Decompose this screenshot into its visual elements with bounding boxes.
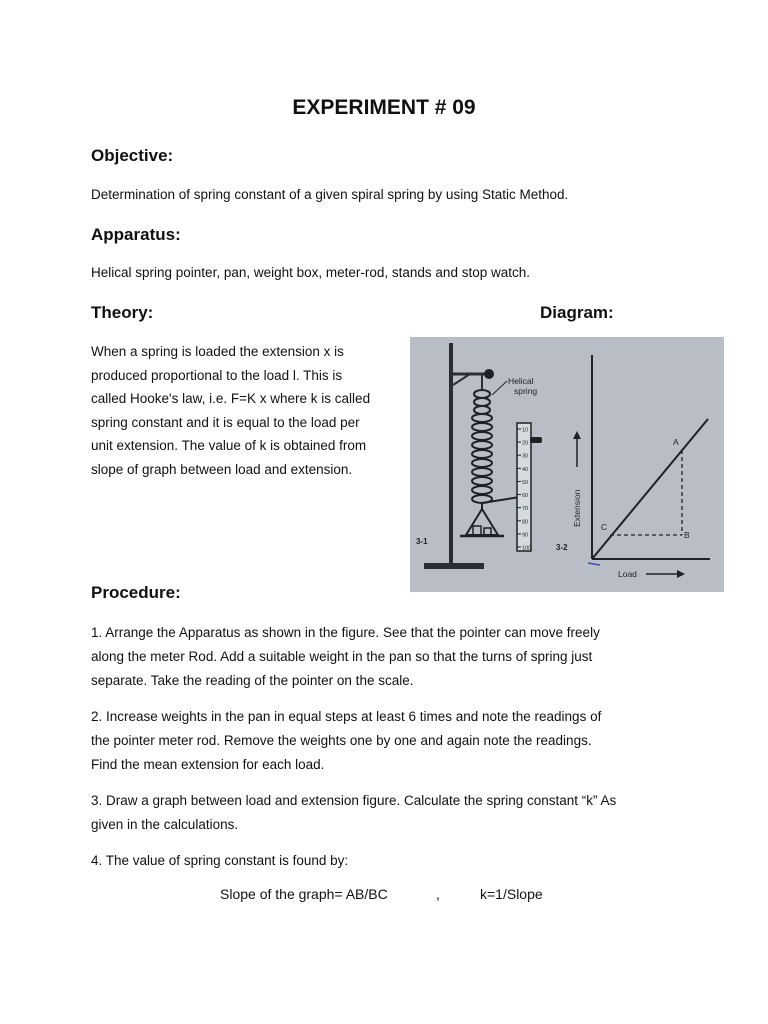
procedure-line: 2. Increase weights in the pan in equal steps at least 6 times and note the readings of (91, 709, 602, 724)
weight (484, 528, 491, 535)
theory-line: called Hooke's law, i.e. F=K x where k is called (91, 391, 371, 407)
diagram-svg (410, 337, 724, 592)
theory-heading: Theory: (91, 303, 154, 322)
apparatus-text: Helical spring pointer, pan, weight box, meter-rod, stands and stop watch. (91, 265, 530, 280)
formula-k: k=1/Slope (480, 886, 543, 902)
helical-spring (472, 390, 492, 503)
scale-tick-label: 50 (522, 479, 529, 486)
weight-pan (466, 509, 498, 535)
procedure-line: 3. Draw a graph between load and extension figure. Calculate the spring constant “k” As (91, 793, 617, 808)
page-title: EXPERIMENT # 09 (292, 96, 476, 119)
scale-tick-label: 100 (522, 545, 532, 552)
theory-text (91, 340, 401, 482)
theory-line: spring constant and it is equal to the load per (91, 414, 360, 430)
scale-tick-label: 10 (522, 427, 529, 434)
procedure-heading: Procedure: (91, 583, 181, 602)
scale-tick-label: 80 (522, 519, 529, 526)
procedure-step-2 (91, 705, 601, 777)
theory-line: When a spring is loaded the extension x is (91, 344, 344, 359)
formula-slope: Slope of the graph= AB/BC (220, 886, 388, 902)
extension-arrowhead (573, 431, 581, 439)
helical-label: Helical (508, 376, 534, 386)
scale-tick-label: 30 (522, 453, 529, 460)
apparatus-heading: Apparatus: (91, 225, 181, 244)
procedure-line: along the meter Rod. Add a suitable weight in the pan so that the turns of spring just (91, 649, 593, 664)
theory-line: unit extension. The value of k is obtained from (91, 438, 367, 454)
pen-mark (588, 563, 600, 565)
extension-label: Extension (572, 489, 582, 527)
procedure-step-4 (91, 849, 348, 873)
scale-tick-label: 20 (522, 440, 529, 447)
stand-rod (449, 343, 453, 565)
procedure-line: 4. The value of spring constant is found by: (91, 853, 349, 868)
point-c-label: C (601, 522, 608, 532)
scale-tick-label: 70 (522, 506, 529, 513)
weight (473, 526, 481, 535)
procedure-step-3 (91, 789, 616, 837)
figure-number-right: 3-2 (556, 543, 568, 552)
objective-text: Determination of spring constant of a given spiral spring by using Static Method. (91, 187, 569, 202)
procedure-line: 1. Arrange the Apparatus as shown in the figure. See that the pointer can move freely (91, 625, 600, 640)
scale-clamp (530, 437, 542, 443)
scale-tick-label: 60 (522, 493, 529, 500)
stand-base (424, 563, 484, 569)
spring-label-leader (492, 381, 507, 395)
procedure-line: Find the mean extension for each load. (91, 757, 325, 772)
point-b-label: B (684, 530, 690, 540)
clamp-brace (453, 374, 470, 385)
scale-tick-label: 90 (522, 532, 529, 539)
scale-tick-label: 40 (522, 466, 529, 473)
clamp-knob (484, 369, 494, 379)
procedure-step-1 (91, 621, 600, 693)
load-label: Load (618, 569, 637, 579)
load-arrowhead (677, 570, 685, 578)
procedure-line: given in the calculations. (91, 817, 239, 832)
objective-heading: Objective: (91, 146, 174, 165)
point-a-label: A (673, 437, 679, 447)
spring-label: spring (514, 386, 538, 396)
procedure-line: separate. Take the reading of the pointer on the scale. (91, 673, 414, 688)
diagram-figure (410, 337, 724, 592)
diagram-heading: Diagram: (540, 303, 614, 322)
formula-separator: , (436, 886, 440, 902)
pointer (482, 497, 520, 503)
theory-line: produced proportional to the load l. This is (91, 367, 343, 383)
theory-line: slope of graph between load and extension. (91, 461, 353, 477)
procedure-line: the pointer meter rod. Remove the weights one by one and again note the readings. (91, 733, 592, 748)
graph-line (592, 419, 708, 559)
figure-number-left: 3-1 (416, 537, 428, 546)
